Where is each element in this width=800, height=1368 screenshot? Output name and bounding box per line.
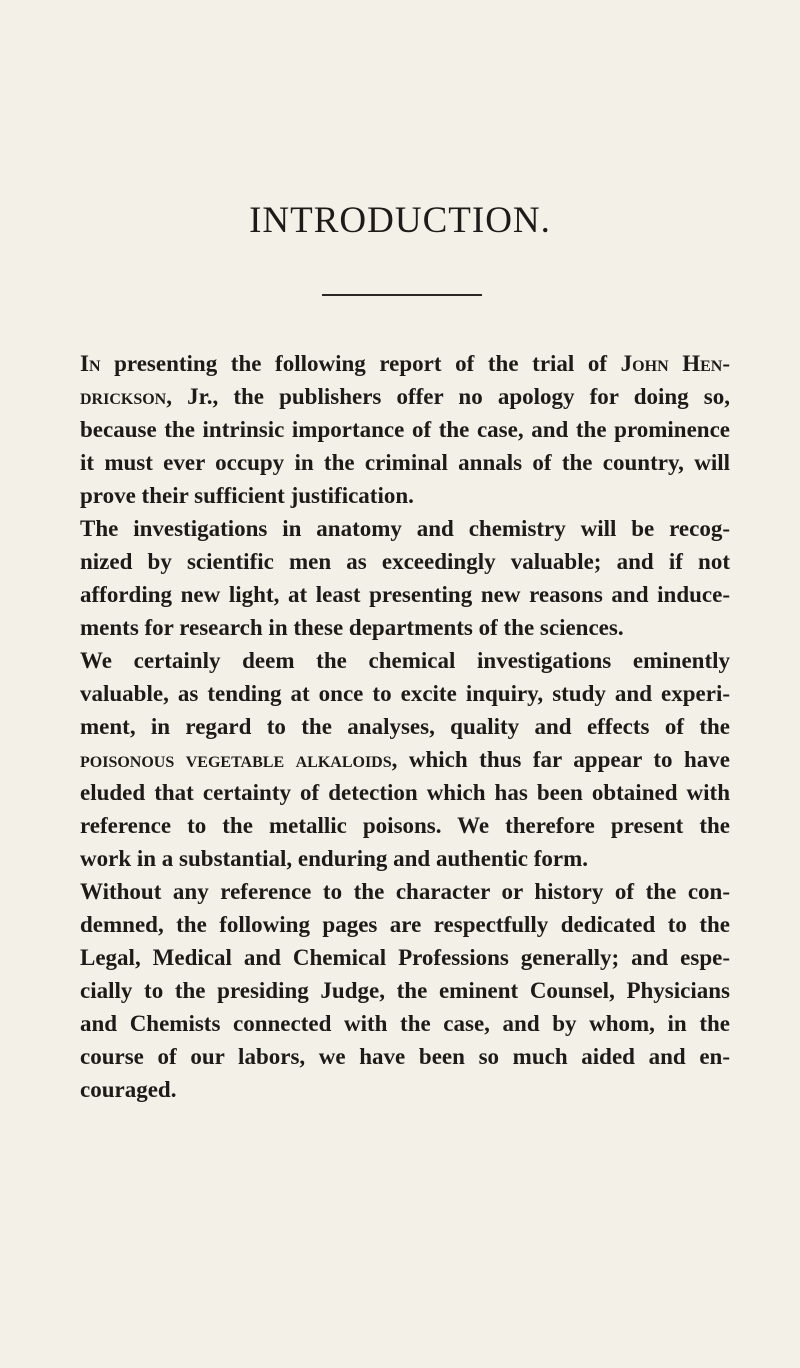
paragraph-2-line: ments for research in these departments of the sciences. <box>80 615 624 640</box>
paragraph-3-line: valuable, as tending at once to excite inquiry, study and experi- <box>80 681 730 706</box>
paragraph-3-line: reference to the metallic poisons. We therefore present the <box>80 813 730 838</box>
paragraph-4-line: cially to the presiding Judge, the eminent Counsel, Physicians <box>80 978 730 1003</box>
introduction-text <box>80 347 730 1106</box>
paragraph-1-line: it must ever occupy in the criminal annals of the country, will <box>80 450 730 475</box>
paragraph-3-line: We certainly deem the chemical investigations eminently <box>80 648 730 673</box>
paragraph-1-line <box>80 347 730 380</box>
paragraph-3-line: eluded that certainty of detection which has been obtained with <box>80 780 730 805</box>
name-span: John Hen- <box>620 351 730 376</box>
paragraph-4-line: course of our labors, we have been so much aided and en- <box>80 1044 730 1069</box>
paragraph-3-line <box>80 743 730 776</box>
drop-word: In <box>80 351 101 376</box>
paragraph-2-line: The investigations in anatomy and chemistry will be recog- <box>80 516 730 541</box>
name-span: drickson <box>80 384 167 409</box>
text-span: , which thus far appear to have <box>391 747 730 772</box>
page-title: INTRODUCTION. <box>249 200 551 241</box>
text-span: presenting the following report of the trial of <box>100 351 621 376</box>
paragraph-1-line <box>80 380 730 413</box>
paragraph-1-line: prove their sufficient justification. <box>80 483 414 508</box>
paragraph-1-line: because the intrinsic importance of the case, and the prominence <box>80 417 730 442</box>
paragraph-4-line: couraged. <box>80 1077 177 1102</box>
title-divider <box>322 294 482 296</box>
paragraph-2-line: nized by scientific men as exceedingly valuable; and if not <box>80 549 730 574</box>
paragraph-3-line: ment, in regard to the analyses, quality and effects of the <box>80 714 730 739</box>
paragraph-4-line: and Chemists connected with the case, and by whom, in the <box>80 1011 730 1036</box>
paragraph-2-line: affording new light, at least presenting new reasons and induce- <box>80 582 730 607</box>
paragraph-3-line: work in a substantial, enduring and authentic form. <box>80 846 588 871</box>
paragraph-4-line: demned, the following pages are respectfully dedicated to the <box>80 912 730 937</box>
paragraph-4-line: Without any reference to the character or history of the con- <box>80 879 730 904</box>
paragraph-4-line: Legal, Medical and Chemical Professions generally; and espe- <box>80 945 730 970</box>
text-span: , Jr., the publishers offer no apology for doing so, <box>166 384 730 409</box>
small-caps-term: poisonous vegetable alkaloids <box>80 747 392 772</box>
